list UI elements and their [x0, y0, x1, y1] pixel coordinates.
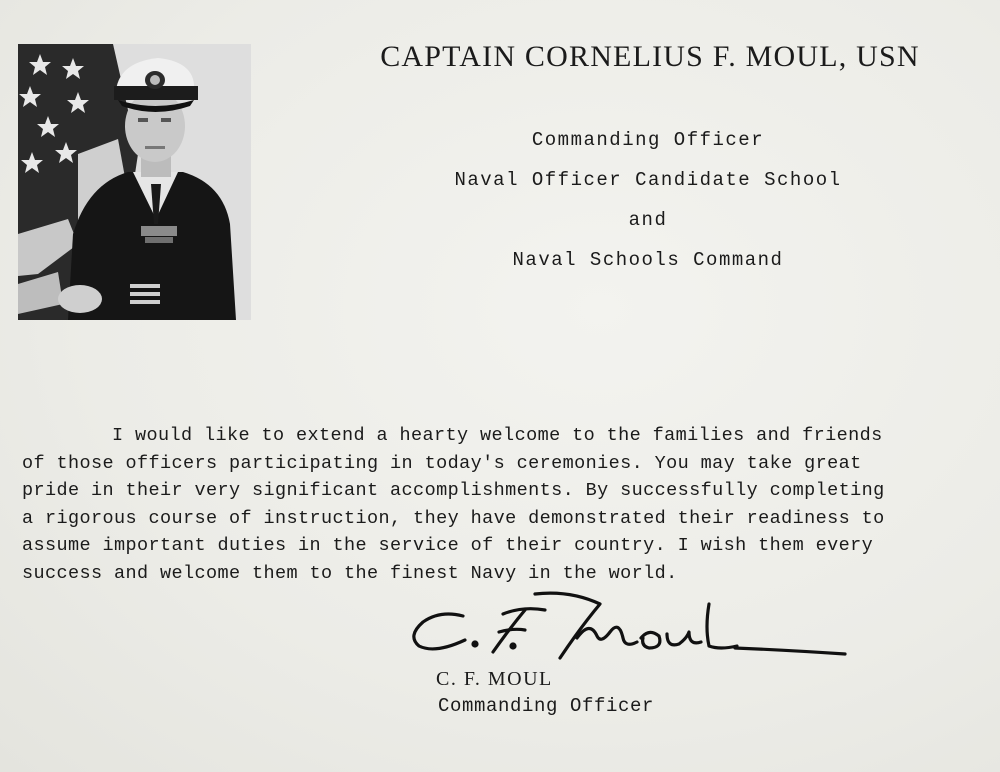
subtitle-line: and: [628, 209, 668, 231]
letter-line: success and welcome them to the finest Navy in the world.: [22, 562, 678, 584]
handwritten-signature: [405, 588, 850, 680]
portrait-photo: [18, 44, 251, 320]
letter-line: of those officers participating in today's ceremonies. You may take great: [22, 452, 862, 474]
letter-line: a rigorous course of instruction, they have demonstrated their readiness to: [22, 507, 885, 529]
letter-line: assume important duties in the service of their country. I wish them every: [22, 535, 874, 556]
subtitle-line: Commanding Officer: [531, 129, 765, 151]
subtitle-line: Naval Schools Command: [512, 249, 784, 271]
subtitle-line: Naval Officer Candidate School: [454, 169, 842, 191]
signatory-name: C. F. MOUL: [436, 668, 553, 690]
page-title: CAPTAIN CORNELIUS F. MOUL, USN: [380, 40, 920, 73]
letter-line: I would like to extend a hearty welcome to the families and friends: [112, 425, 883, 446]
letter-line: pride in their very significant accomplishments. By successfully completing: [22, 480, 885, 501]
letter-body: [22, 422, 982, 587]
subtitle-block: [418, 120, 878, 280]
signatory-title: Commanding Officer: [438, 695, 655, 717]
